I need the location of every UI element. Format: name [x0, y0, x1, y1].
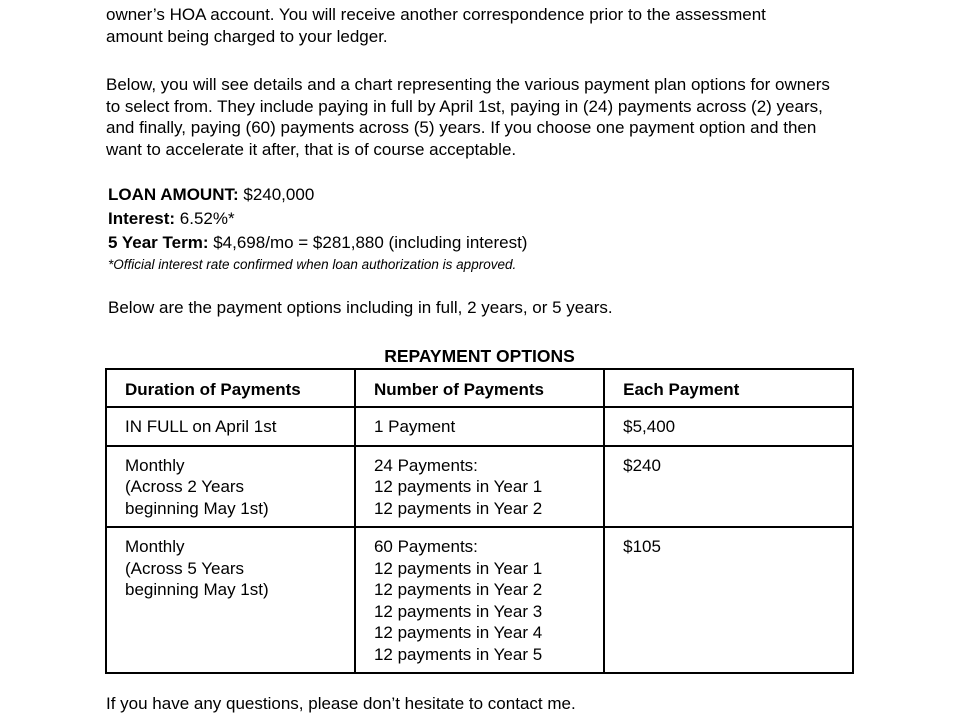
plans-line: to select from. They include paying in full by April 1st, paying in (24) payments across (2) years,: [106, 96, 823, 116]
loan-details: [108, 183, 527, 275]
number-cell: 1 Payment: [355, 407, 604, 446]
intro-paragraph: [106, 4, 866, 47]
each-cell: $5,400: [604, 407, 853, 446]
header-number: Number of Payments: [355, 369, 604, 407]
table-row: [106, 527, 853, 673]
interest-row: [108, 207, 527, 231]
header-duration: Duration of Payments: [106, 369, 355, 407]
plans-line: want to accelerate it after, that is of course acceptable.: [106, 139, 517, 159]
closing-line: If you have any questions, please don’t hesitate to contact me.: [106, 694, 576, 713]
term-row: [108, 231, 527, 255]
term-label: 5 Year Term:: [108, 233, 209, 252]
each-cell: $105: [604, 527, 853, 673]
loan-amount-label: LOAN AMOUNT:: [108, 185, 239, 204]
intro-line: amount being charged to your ledger.: [106, 26, 388, 46]
table-header-row: [106, 369, 853, 407]
plans-paragraph: [106, 74, 866, 160]
loan-amount-row: [108, 183, 527, 207]
repayment-options-table: [105, 368, 854, 674]
interest-label: Interest:: [108, 209, 176, 228]
header-each: Each Payment: [604, 369, 853, 407]
plans-line: Below, you will see details and a chart representing the various payment plan options for owners: [106, 75, 830, 94]
number-cell: 24 Payments: 12 payments in Year 1 12 payments in Year 2: [355, 446, 604, 528]
interest-note: *Official interest rate confirmed when loan authorization is approved.: [108, 257, 517, 272]
table-row: [106, 407, 853, 446]
intro-line: owner’s HOA account. You will receive another correspondence prior to the assessment: [106, 5, 766, 24]
number-cell: 60 Payments: 12 payments in Year 1 12 payments in Year 2 12 payments in Year 3 12 payments in Year 4 12 payments in Year 5: [355, 527, 604, 673]
table-row: [106, 446, 853, 528]
duration-cell: Monthly (Across 5 Years beginning May 1st): [106, 527, 355, 673]
each-cell: $240: [604, 446, 853, 528]
table-title: REPAYMENT OPTIONS: [384, 346, 575, 366]
interest-value: 6.52%*: [175, 209, 235, 228]
options-intro: Below are the payment options including in full, 2 years, or 5 years.: [108, 298, 613, 317]
duration-cell: Monthly (Across 2 Years beginning May 1st): [106, 446, 355, 528]
duration-cell: IN FULL on April 1st: [106, 407, 355, 446]
term-value: $4,698/mo = $281,880 (including interest): [208, 233, 528, 252]
plans-line: and finally, paying (60) payments across (5) years. If you choose one payment option and then: [106, 118, 817, 137]
loan-amount-value: $240,000: [238, 185, 315, 204]
